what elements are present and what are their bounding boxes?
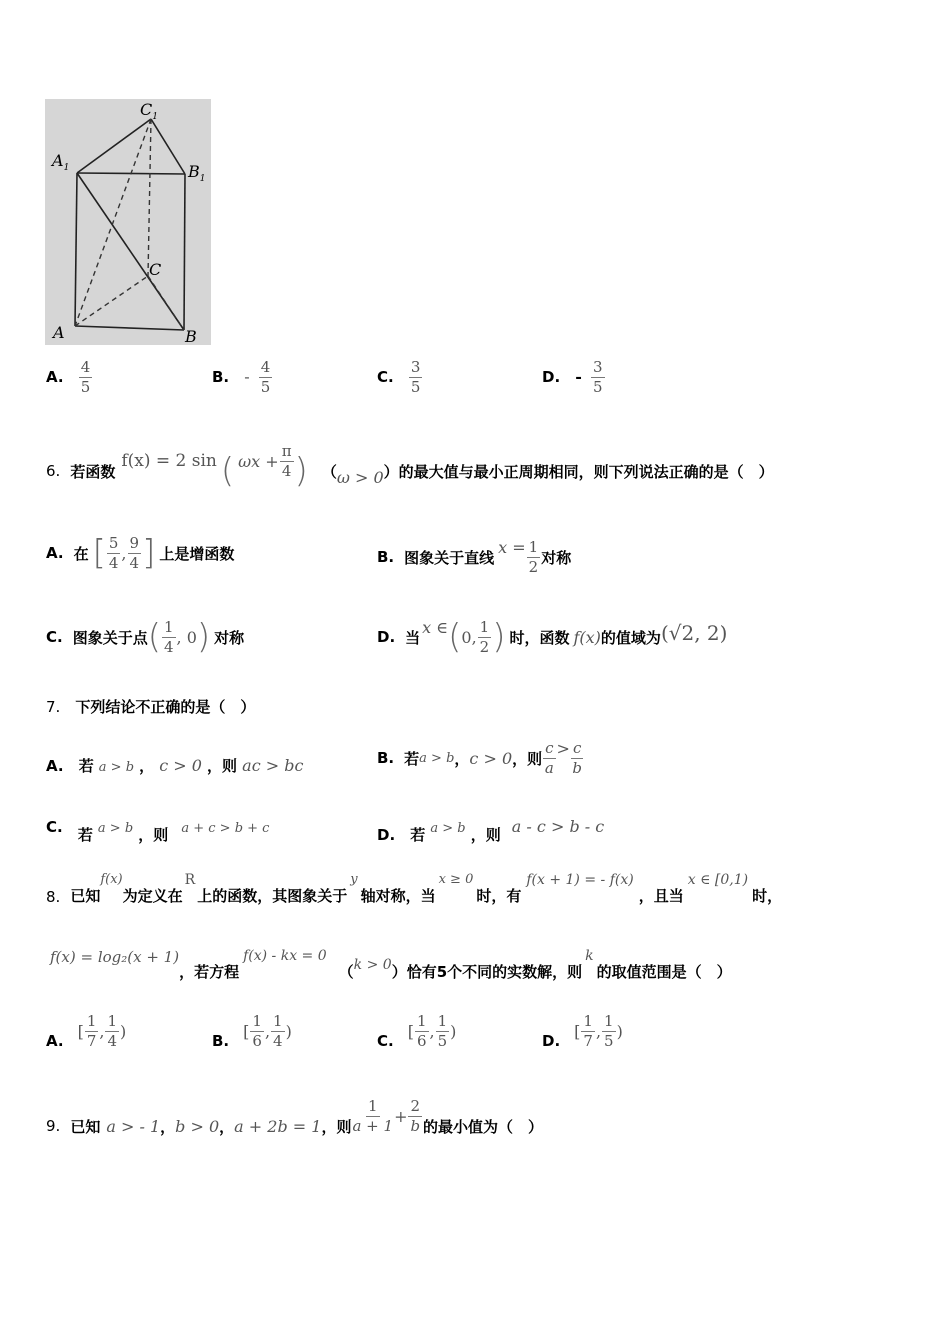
math-expr: k xyxy=(585,948,594,964)
stem-text: （ xyxy=(321,462,337,481)
fraction: $\frac{1}{6}$ xyxy=(252,1011,262,1050)
stem-text: 上的函数，其图象关于 xyxy=(197,887,348,905)
q9-stem xyxy=(46,1090,543,1142)
fraction: $\frac{9}{4}$ xyxy=(129,533,140,572)
q8-stem-line2 xyxy=(50,948,732,982)
option-text: 若 xyxy=(77,826,93,844)
math-expr: c > 0 xyxy=(159,756,202,775)
omega-condition: ω > 0 xyxy=(336,467,384,487)
math-expr: a > b xyxy=(97,821,134,836)
fraction: $\frac{c}{a}$ xyxy=(544,738,554,777)
option-label: D. xyxy=(377,628,396,646)
q7-option-a[interactable] xyxy=(46,755,303,776)
math-expr: k > 0 xyxy=(353,957,392,973)
fraction: $\frac{1}{7}$ xyxy=(583,1011,593,1050)
math-expr: a > b xyxy=(419,750,455,766)
stem-text: 的取值范围是（ ） xyxy=(596,963,732,981)
range-expr: (√2, 2) xyxy=(660,621,728,645)
math-expr: f(x) = log₂(x + 1) xyxy=(50,948,180,966)
math-expr: x ∈ [0,1) xyxy=(687,872,749,888)
stem-text: 若函数 xyxy=(70,462,116,481)
label-c: C xyxy=(149,260,162,279)
stem-text: ）恰有5个不同的实数解，则 xyxy=(391,963,583,981)
option-text: 若 xyxy=(404,749,420,768)
option-label: B. xyxy=(212,1032,230,1050)
minus-sign: - xyxy=(575,367,582,386)
fraction: $\frac{1}{5}$ xyxy=(604,1011,614,1050)
option-text: 时，函数 xyxy=(509,628,570,647)
label-c1: $C_1$ xyxy=(140,100,158,123)
stem-text: ）的最大值与最小正周期相同，则下列说法正确的是（ ） xyxy=(383,462,774,481)
math-expr: f(x) xyxy=(100,872,123,887)
option-text: ，则 xyxy=(207,757,238,775)
math-expr: a > b xyxy=(98,760,135,775)
option-label: D. xyxy=(377,826,396,844)
math-expr: a > - 1 xyxy=(106,1116,161,1136)
fraction: $\frac{3}{5}$ xyxy=(592,358,603,396)
stem-text: ，且当 xyxy=(638,887,684,905)
x-equals: x = xyxy=(498,537,526,557)
fraction: $\frac{3}{5}$ xyxy=(410,358,421,396)
option-text: ，则 xyxy=(470,826,501,844)
fraction: $\frac{1}{4}$ xyxy=(273,1011,283,1050)
plus-sign: + xyxy=(394,1106,408,1126)
q6-option-d[interactable]: D. 当 x ∈ ( 0, $\frac{1}{2}$ ) 时，函数 f(x) 的值域为 (√2, 2) xyxy=(377,617,728,657)
fraction: $\frac{1}{a + 1}$ xyxy=(352,1096,394,1135)
option-label: C. xyxy=(377,368,394,386)
question-number: 8. xyxy=(46,888,61,906)
option-label: D. xyxy=(542,368,561,386)
math-expr: y xyxy=(350,872,358,887)
option-label: A. xyxy=(46,368,64,386)
option-label: A. xyxy=(46,757,64,775)
label-b1: $B_1$ xyxy=(188,162,206,185)
fraction: $\frac{2}{b}$ xyxy=(410,1096,421,1135)
stem-text: 时， xyxy=(752,887,783,905)
label-a1: $A_1$ xyxy=(52,151,70,174)
q5-option-c[interactable] xyxy=(377,360,423,395)
fraction: $\frac{1}{4}$ xyxy=(164,617,174,656)
math-expr: a + c > b + c xyxy=(181,821,270,836)
q5-option-d[interactable] xyxy=(542,360,606,395)
stem-text: ， xyxy=(219,1117,235,1136)
fraction: $\frac{c}{b}$ xyxy=(572,738,582,777)
math-expr: a - c > b - c xyxy=(511,817,605,836)
interval-start: 0, xyxy=(461,627,477,647)
stem-text: 为定义在 xyxy=(122,887,183,905)
fraction-pi-4: $\frac{\pi}{4}$ xyxy=(281,441,292,480)
option-text: 的值域为 xyxy=(600,628,661,647)
point-y: , 0 xyxy=(176,627,197,647)
stem-text: 已知 xyxy=(70,1117,101,1136)
q8-stem-line1 xyxy=(46,872,782,906)
math-expr: a > b xyxy=(430,821,466,836)
option-label: A. xyxy=(46,1032,64,1050)
option-text: ， xyxy=(139,757,155,775)
q7-stem xyxy=(46,696,255,717)
option-text: 对称 xyxy=(214,628,245,647)
q6-option-b[interactable] xyxy=(377,530,571,584)
option-text: 图象关于点 xyxy=(72,628,148,647)
fraction: $\frac{4}{5}$ xyxy=(80,358,91,396)
stem-text: 已知 xyxy=(70,887,101,905)
math-expr: f(x + 1) = - f(x) xyxy=(526,872,634,888)
option-text: 若 xyxy=(78,757,94,775)
q8-option-a[interactable]: A. [ $\frac{1}{7}$ , $\frac{1}{4}$ ) xyxy=(46,1011,127,1050)
option-text: 上是增函数 xyxy=(159,544,235,563)
option-text: 若 xyxy=(410,826,426,844)
fraction: $\frac{5}{4}$ xyxy=(108,533,119,572)
option-text: 图象关于直线 xyxy=(404,548,495,567)
question-number: 7. xyxy=(46,698,61,716)
option-text: ，则 xyxy=(138,826,169,844)
math-expr: b > 0 xyxy=(175,1116,220,1136)
function-expr: f(x) xyxy=(573,627,601,647)
q5-option-b[interactable] xyxy=(212,360,273,395)
option-text: 在 xyxy=(73,544,89,563)
fraction: $\frac{1}{6}$ xyxy=(416,1011,427,1050)
option-text: ， xyxy=(454,749,470,768)
omega-x: ωx + xyxy=(238,451,279,471)
option-label: B. xyxy=(377,548,395,566)
x-in: x ∈ xyxy=(422,617,449,637)
fraction: $\frac{1}{4}$ xyxy=(107,1011,118,1050)
math-expr: x ≥ 0 xyxy=(438,872,474,887)
prism-diagram xyxy=(45,99,211,345)
math-expr: a + 2b = 1 xyxy=(234,1116,322,1136)
stem-text: 轴对称，当 xyxy=(360,887,436,905)
q7-option-d[interactable] xyxy=(377,816,604,846)
option-label: B. xyxy=(377,749,395,767)
q6-option-a[interactable]: A. 在 [ $\frac{5}{4}$ , $\frac{9}{4}$ ] 上是增函数 xyxy=(46,533,235,573)
q7-option-c[interactable] xyxy=(46,816,269,846)
q6-option-c[interactable]: C. 图象关于点 ( $\frac{1}{4}$ , 0 ) 对称 xyxy=(46,617,245,657)
stem-text: ， xyxy=(160,1117,176,1136)
minus-sign: - xyxy=(244,367,250,386)
label-b: B xyxy=(185,327,197,346)
option-label: C. xyxy=(46,818,63,836)
gt-sign: > xyxy=(556,738,570,758)
q8-option-d[interactable]: D. [ $\frac{1}{7}$ , $\frac{1}{5}$ ) xyxy=(542,1011,623,1050)
option-label: C. xyxy=(377,1032,394,1050)
math-expr: R xyxy=(184,872,196,888)
option-text: 当 xyxy=(405,628,421,647)
stem-text: 下列结论不正确的是（ ） xyxy=(75,698,256,716)
stem-text: 的最小值为（ ） xyxy=(423,1117,544,1136)
option-label: A. xyxy=(46,544,64,562)
math-expr: c > 0 xyxy=(469,748,513,768)
fraction: $\frac{1}{7}$ xyxy=(86,1011,97,1050)
q8-option-b[interactable]: B. [ $\frac{1}{6}$ , $\frac{1}{4}$ ) xyxy=(212,1011,292,1050)
function-expr: f(x) = 2 sin xyxy=(121,451,217,471)
q6-stem: 6. 若函数 f(x) = 2 sin ( ωx + $\frac{\pi}{4}$ ) （ ω > 0 ）的最大值与最小正周期相同，则下列说法正确的是（ ） xyxy=(46,441,774,491)
q5-option-a[interactable] xyxy=(46,360,93,395)
question-number: 6. xyxy=(46,462,61,480)
option-text: 对称 xyxy=(541,548,572,567)
q8-option-c[interactable]: C. [ $\frac{1}{6}$ , $\frac{1}{5}$ ) xyxy=(377,1011,457,1050)
label-a: A xyxy=(53,323,65,342)
fraction: $\frac{1}{2}$ xyxy=(479,617,490,656)
stem-text: ，若方程 xyxy=(179,963,240,981)
stem-text: ，则 xyxy=(321,1117,352,1136)
math-expr: ac > bc xyxy=(242,756,304,775)
fraction: $\frac{4}{5}$ xyxy=(260,358,271,396)
stem-text: 时，有 xyxy=(476,887,522,905)
stem-text: （ xyxy=(338,963,354,981)
q7-option-b[interactable] xyxy=(377,736,584,780)
fraction: $\frac{1}{2}$ xyxy=(528,537,539,576)
prism-figure xyxy=(45,99,211,345)
option-label: B. xyxy=(212,368,230,386)
option-text: ，则 xyxy=(512,749,543,768)
option-label: C. xyxy=(46,628,63,646)
question-number: 9. xyxy=(46,1117,61,1135)
fraction: $\frac{1}{5}$ xyxy=(437,1011,448,1050)
option-label: D. xyxy=(542,1032,561,1050)
math-expr: f(x) - kx = 0 xyxy=(243,948,327,964)
